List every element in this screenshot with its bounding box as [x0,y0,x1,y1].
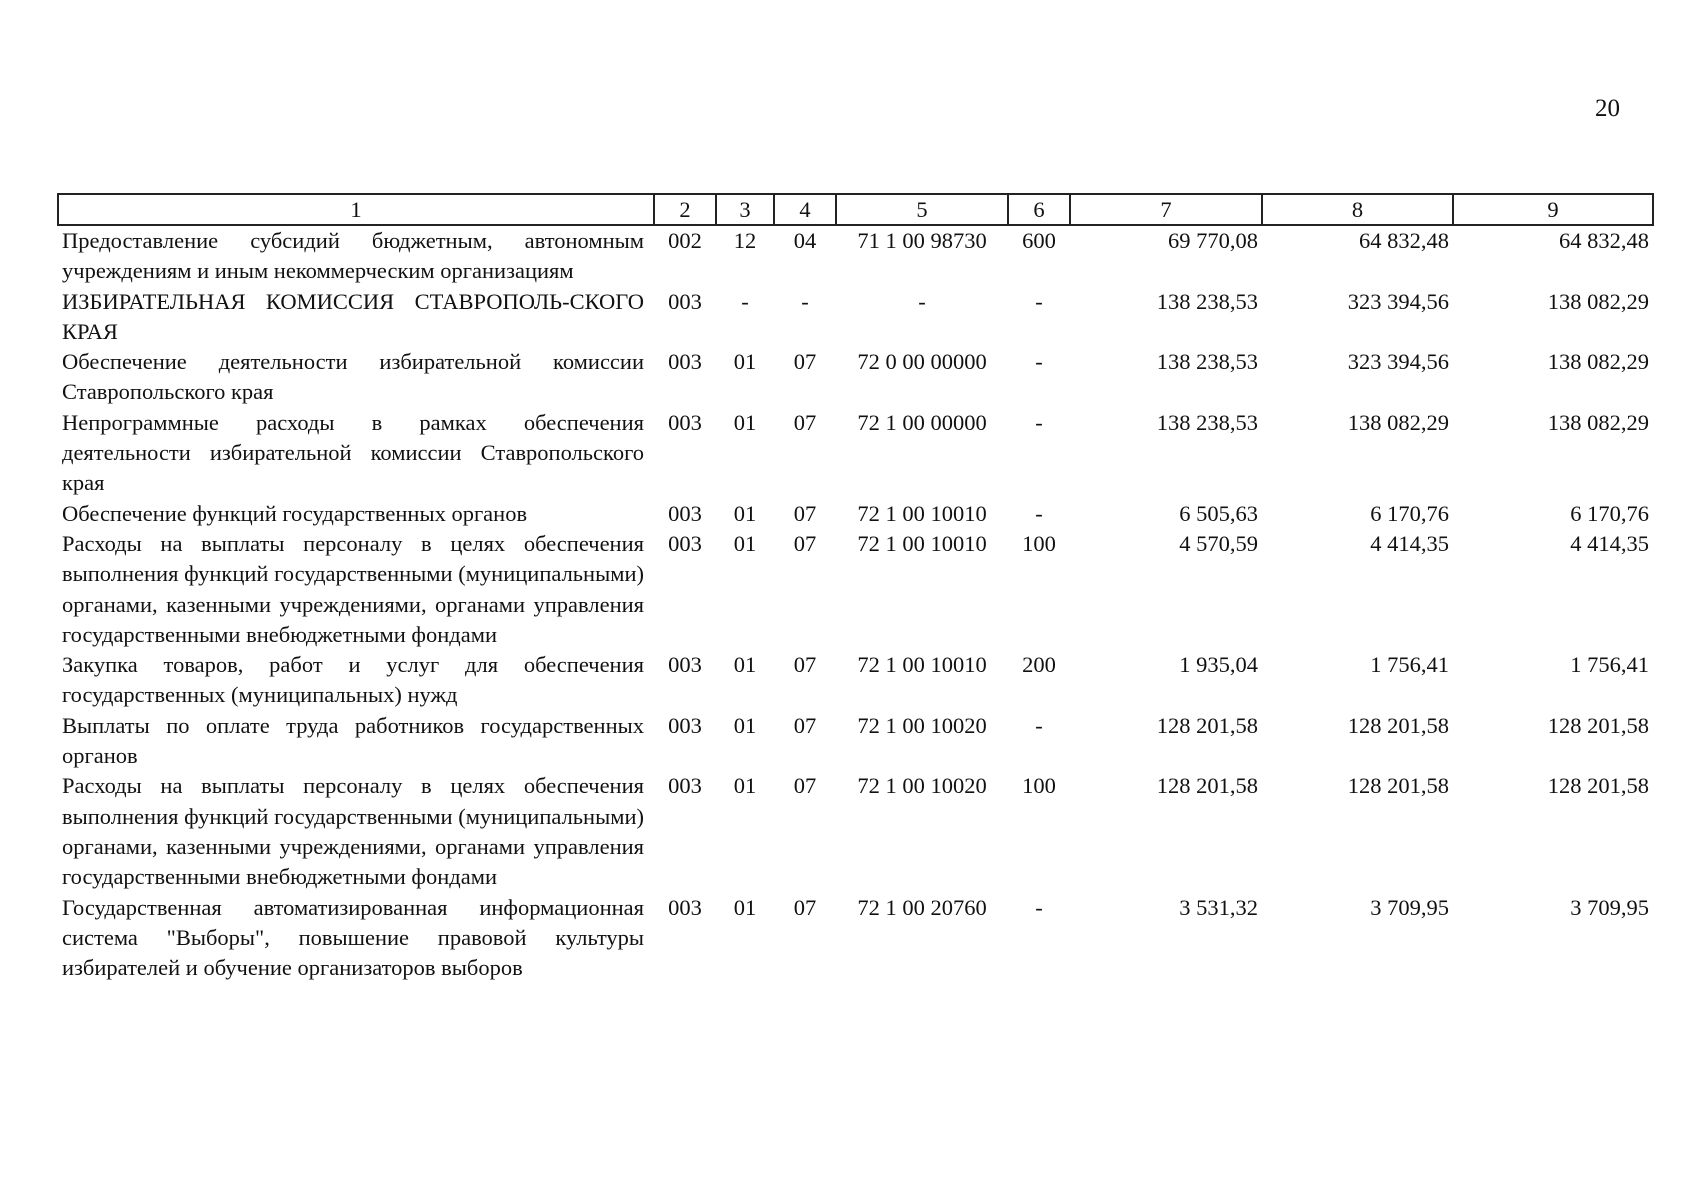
row-sum-3: 1 756,41 [1570,652,1649,678]
row-pr: - [801,288,809,314]
row-vr: - [1035,712,1043,738]
row-sum-3: 138 082,29 [1547,349,1649,375]
row-sum-2: 3 709,95 [1370,894,1449,920]
row-ved: 003 [668,652,702,678]
row-pr: 07 [793,500,817,526]
row-sum-1: 128 201,58 [1156,712,1258,738]
row-rz: 01 [733,712,757,738]
table-row [58,499,1653,529]
row-rz: 01 [733,530,757,556]
row-sum-3: 64 832,48 [1559,228,1649,253]
row-sum-1: 1 935,04 [1179,652,1258,678]
header-col-3: 3 [716,194,774,225]
row-sum-1: 4 570,59 [1179,530,1258,556]
table-row [58,287,1653,348]
row-name: Обеспечение деятельности избирательной комиссии Ставропольского края [62,349,644,405]
row-sum-2: 128 201,58 [1347,712,1449,738]
row-ved: 003 [668,409,702,435]
row-ved: 003 [668,712,702,738]
table-row [58,347,1653,408]
row-pr: 07 [793,349,817,375]
table-row [58,408,1653,499]
header-col-4: 4 [774,194,836,225]
budget-table [57,193,1654,983]
table-header [58,194,1653,225]
row-sum-2: 1 756,41 [1370,652,1449,678]
page-number: 20 [1595,95,1620,122]
row-sum-3: 4 414,35 [1570,530,1649,556]
row-sum-1: 138 238,53 [1156,288,1258,314]
row-csr: 72 1 00 10020 [857,773,987,799]
row-sum-2: 64 832,48 [1359,228,1449,253]
row-csr: 72 1 00 10010 [857,652,987,678]
row-sum-1: 128 201,58 [1156,773,1258,799]
header-col-9: 9 [1453,194,1653,225]
header-col-6: 6 [1008,194,1070,225]
row-name: Непрограммные расходы в рамках обеспечения деятельности избирательной комиссии Ставропольского края [62,409,644,496]
header-col-2: 2 [654,194,716,225]
row-name: Закупка товаров, работ и услуг для обеспечения государственных (муниципальных) нужд [62,652,644,708]
row-vr: 600 [1022,228,1056,253]
row-name: Расходы на выплаты персоналу в целях обеспечения выполнения функций государственными (муниципальными) органами, казенными учреждениями, органами управления государственными внебюджетными фондами [62,773,644,890]
table-row [58,893,1653,984]
row-sum-3: 6 170,76 [1570,500,1649,526]
header-col-5: 5 [836,194,1008,225]
row-sum-3: 3 709,95 [1570,894,1649,920]
row-ved: 003 [668,530,702,556]
row-sum-2: 6 170,76 [1370,500,1449,526]
row-sum-2: 4 414,35 [1370,530,1449,556]
row-name: Государственная автоматизированная информационная система "Выборы", повышение правовой культуры избирателей и обучение организаторов выборов [62,894,644,981]
row-ved: 003 [668,773,702,799]
row-vr: 100 [1022,773,1056,799]
row-sum-3: 138 082,29 [1547,409,1649,435]
row-ved: 003 [668,894,702,920]
row-sum-1: 6 505,63 [1179,500,1258,526]
row-sum-1: 69 770,08 [1168,228,1258,253]
row-pr: 07 [793,409,817,435]
row-ved: 003 [668,288,702,314]
row-name: Обеспечение функций государственных органов [62,500,528,526]
table-row [58,711,1653,772]
row-ved: 003 [668,349,702,375]
row-sum-2: 323 394,56 [1347,349,1449,375]
row-csr: 72 1 00 00000 [857,409,987,435]
row-sum-3: 138 082,29 [1547,288,1649,314]
row-sum-2: 128 201,58 [1347,773,1449,799]
row-vr: - [1035,409,1043,435]
header-row [58,194,1653,225]
row-sum-2: 323 394,56 [1347,288,1449,314]
row-sum-3: 128 201,58 [1547,773,1649,799]
row-sum-1: 3 531,32 [1179,894,1258,920]
row-vr: - [1035,500,1043,526]
row-pr: 07 [793,773,817,799]
row-rz: 01 [733,500,757,526]
table-row [58,225,1653,287]
row-pr: 07 [793,530,817,556]
row-rz: 01 [733,349,757,375]
row-ved: 003 [668,500,702,526]
row-vr: - [1035,288,1043,314]
header-col-1: 1 [58,194,654,225]
row-rz: 12 [733,228,757,253]
row-csr: 71 1 00 98730 [857,228,987,253]
row-sum-1: 138 238,53 [1156,409,1258,435]
row-name: Расходы на выплаты персоналу в целях обеспечения выполнения функций государственными (муниципальными) органами, казенными учреждениями, органами управления государственными внебюджетными фондами [62,530,644,647]
table-body [58,225,1653,983]
row-csr: 72 1 00 20760 [857,894,987,920]
row-name: Выплаты по оплате труда работников государственных органов [62,712,644,769]
row-vr: 200 [1022,652,1056,678]
row-rz: 01 [733,773,757,799]
row-pr: 07 [793,894,817,920]
row-pr: 07 [793,712,817,738]
row-csr: 72 1 00 10020 [857,712,987,738]
table-row [58,771,1653,892]
row-pr: 04 [793,228,817,253]
row-ved: 002 [668,228,702,253]
row-csr: 72 1 00 10010 [857,530,987,556]
table-row [58,650,1653,711]
row-sum-1: 138 238,53 [1156,349,1258,375]
row-name: Предоставление субсидий бюджетным, автономным учреждениям и иным некоммерческим организациям [62,228,644,284]
row-rz: 01 [733,894,757,920]
row-rz: 01 [733,652,757,678]
row-rz: - [741,288,749,314]
row-name: ИЗБИРАТЕЛЬНАЯ КОМИССИЯ СТАВРОПОЛЬ-СКОГО КРАЯ [62,288,644,344]
row-vr: - [1035,894,1043,920]
row-sum-2: 138 082,29 [1347,409,1449,435]
row-csr: 72 1 00 10010 [857,500,987,526]
header-col-8: 8 [1262,194,1453,225]
row-pr: 07 [793,652,817,678]
row-vr: - [1035,349,1043,375]
row-csr: - [918,288,926,314]
table-row [58,529,1653,650]
row-sum-3: 128 201,58 [1547,712,1649,738]
row-vr: 100 [1022,530,1056,556]
header-col-7: 7 [1070,194,1262,225]
row-csr: 72 0 00 00000 [857,349,987,375]
row-rz: 01 [733,409,757,435]
